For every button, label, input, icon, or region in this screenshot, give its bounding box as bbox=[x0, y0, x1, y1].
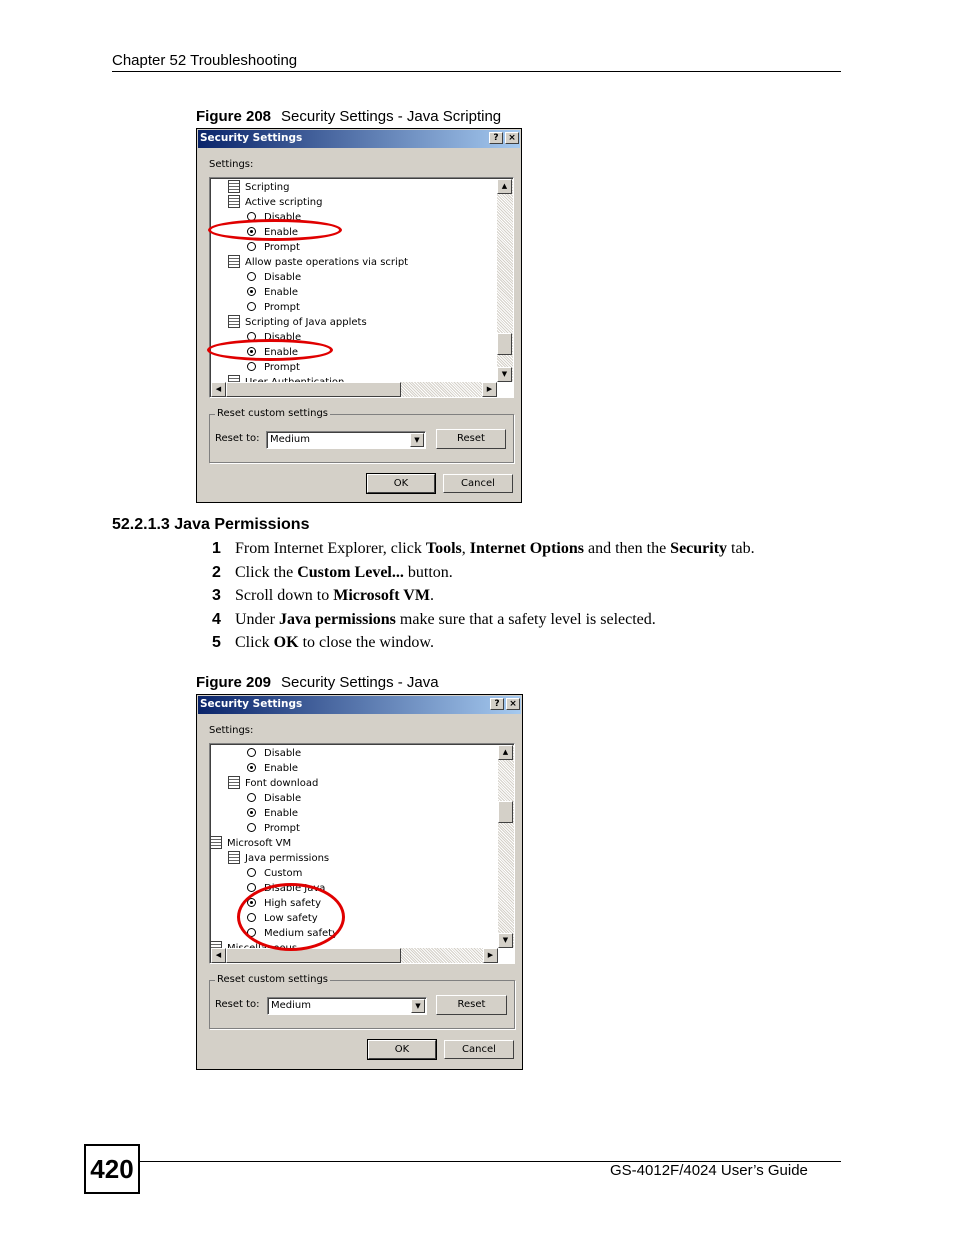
row-label: Enable bbox=[264, 808, 299, 819]
radio-unselected-icon bbox=[247, 868, 256, 877]
hscroll-thumb[interactable] bbox=[226, 382, 401, 397]
scroll-up-icon[interactable]: ▲ bbox=[497, 179, 512, 194]
help-icon[interactable]: ? bbox=[490, 698, 504, 710]
settings-group bbox=[228, 255, 408, 270]
settings-folder-icon bbox=[228, 195, 240, 208]
step-text-part: . bbox=[429, 587, 434, 604]
radio-option[interactable] bbox=[247, 285, 298, 300]
step-text bbox=[235, 611, 656, 629]
reset-level-select[interactable] bbox=[267, 997, 427, 1015]
row-label: Medium safety bbox=[264, 928, 339, 939]
cancel-button[interactable]: Cancel bbox=[444, 1040, 514, 1059]
radio-option[interactable] bbox=[247, 821, 300, 836]
row-label: Font download bbox=[245, 778, 319, 789]
reset-to-label: Reset to: bbox=[215, 433, 260, 444]
settings-folder-icon bbox=[228, 315, 240, 328]
help-icon[interactable]: ? bbox=[489, 132, 503, 144]
settings-folder-icon bbox=[228, 255, 240, 268]
row-label: Prompt bbox=[264, 362, 300, 373]
step-text-part: Click the bbox=[235, 564, 298, 581]
step-text-part: Under bbox=[235, 611, 279, 628]
radio-option[interactable] bbox=[247, 300, 300, 315]
scroll-thumb[interactable] bbox=[497, 333, 512, 355]
step-text-part: Scroll down to bbox=[235, 587, 334, 604]
scroll-left-icon[interactable]: ◀ bbox=[211, 382, 226, 397]
reset-custom-settings-group bbox=[209, 408, 514, 463]
figure-209-label: Figure 209 bbox=[196, 674, 272, 691]
guide-title: GS-4012F/4024 User’s Guide bbox=[610, 1162, 808, 1179]
step-number: 3 bbox=[212, 587, 221, 604]
row-label: Custom bbox=[264, 868, 303, 879]
row-label: Disable bbox=[264, 272, 302, 283]
close-icon[interactable]: × bbox=[505, 132, 519, 144]
radio-unselected-icon bbox=[247, 748, 256, 757]
step-emphasis: OK bbox=[273, 634, 299, 651]
row-label: Disable bbox=[264, 748, 302, 759]
security-settings-dialog-java-scripting bbox=[196, 128, 522, 503]
scroll-thumb[interactable] bbox=[498, 801, 513, 823]
step-number: 1 bbox=[212, 540, 221, 557]
settings-label: Settings: bbox=[209, 725, 254, 736]
row-label: Disable bbox=[264, 793, 302, 804]
settings-group bbox=[210, 836, 291, 851]
radio-unselected-icon bbox=[247, 242, 256, 251]
chapter-header: Chapter 52 Troubleshooting bbox=[112, 52, 298, 69]
ok-button[interactable]: OK bbox=[367, 474, 435, 493]
radio-option[interactable] bbox=[247, 761, 298, 776]
vertical-scrollbar[interactable] bbox=[497, 179, 513, 382]
vertical-scrollbar[interactable] bbox=[498, 745, 514, 948]
radio-selected-icon bbox=[247, 763, 256, 772]
reset-group-label: Reset custom settings bbox=[217, 974, 328, 985]
reset-to-label: Reset to: bbox=[215, 999, 260, 1010]
row-label: Active scripting bbox=[245, 197, 323, 208]
figure-208-label: Figure 208 bbox=[196, 108, 272, 125]
step-emphasis: Security bbox=[670, 540, 728, 557]
reset-level-select[interactable] bbox=[266, 431, 426, 449]
figure-209-title: Security Settings - Java bbox=[281, 674, 439, 691]
figure-208-title: Security Settings - Java Scripting bbox=[281, 108, 502, 125]
step-text-part: tab. bbox=[727, 540, 755, 557]
step-text-part: make sure that a safety level is selected. bbox=[395, 611, 656, 628]
reset-group-label: Reset custom settings bbox=[217, 408, 328, 419]
step-number: 4 bbox=[212, 611, 221, 628]
step-emphasis: Tools bbox=[425, 540, 462, 557]
radio-option[interactable] bbox=[247, 866, 302, 881]
reset-level-value: Medium bbox=[271, 1000, 311, 1011]
step-text bbox=[235, 564, 453, 582]
settings-label: Settings: bbox=[209, 159, 254, 170]
settings-group bbox=[228, 195, 322, 210]
reset-button[interactable]: Reset bbox=[436, 995, 507, 1015]
figure-209-caption bbox=[196, 674, 439, 691]
step-emphasis: Java permissions bbox=[278, 611, 396, 628]
radio-selected-icon bbox=[247, 808, 256, 817]
step-text bbox=[235, 587, 434, 605]
row-label: Prompt bbox=[264, 242, 300, 253]
highlight-ellipse-java-applets bbox=[207, 339, 333, 361]
scroll-down-icon[interactable]: ▼ bbox=[497, 367, 512, 382]
radio-unselected-icon bbox=[247, 793, 256, 802]
step-text-part: , bbox=[461, 540, 470, 557]
row-label: Scripting bbox=[245, 182, 290, 193]
radio-unselected-icon bbox=[247, 823, 256, 832]
dialog-title: Security Settings bbox=[200, 132, 303, 144]
settings-folder-icon bbox=[228, 180, 240, 193]
close-icon[interactable]: × bbox=[506, 698, 520, 710]
figure-208-caption bbox=[196, 108, 501, 125]
scroll-up-icon[interactable]: ▲ bbox=[498, 745, 513, 760]
row-label: Java permissions bbox=[245, 853, 330, 864]
reset-custom-settings-group bbox=[209, 974, 515, 1029]
step-number: 2 bbox=[212, 564, 221, 581]
row-label: Disable bbox=[264, 332, 302, 343]
horizontal-scrollbar[interactable] bbox=[211, 948, 498, 963]
chevron-down-icon[interactable]: ▼ bbox=[411, 999, 425, 1013]
row-label: Disable Java bbox=[264, 883, 326, 894]
row-label: Prompt bbox=[264, 823, 300, 834]
radio-option[interactable] bbox=[247, 270, 301, 285]
row-label: Scripting of Java applets bbox=[245, 317, 367, 328]
hscroll-thumb[interactable] bbox=[226, 948, 401, 963]
settings-folder-icon bbox=[228, 851, 240, 864]
row-label: Prompt bbox=[264, 302, 300, 313]
radio-selected-icon bbox=[247, 287, 256, 296]
dialog-title: Security Settings bbox=[200, 698, 303, 710]
radio-option[interactable] bbox=[247, 360, 300, 375]
step-number: 5 bbox=[212, 634, 221, 651]
scroll-right-icon[interactable]: ▶ bbox=[482, 382, 497, 397]
step-text-part: Click bbox=[235, 634, 274, 651]
row-label: Disable bbox=[264, 212, 302, 223]
step-text-part: to close the window. bbox=[298, 634, 434, 651]
row-label: Enable bbox=[264, 347, 299, 358]
chevron-down-icon[interactable]: ▼ bbox=[410, 433, 424, 447]
section-heading: 52.2.1.3 Java Permissions bbox=[112, 516, 310, 533]
radio-option[interactable] bbox=[247, 746, 301, 761]
row-label: Enable bbox=[264, 287, 299, 298]
settings-group bbox=[228, 180, 289, 195]
row-label: Allow paste operations via script bbox=[245, 257, 409, 268]
security-settings-dialog-java bbox=[196, 694, 523, 1070]
reset-button[interactable]: Reset bbox=[436, 429, 506, 449]
row-label: Enable bbox=[264, 763, 299, 774]
ok-button[interactable]: OK bbox=[368, 1040, 436, 1059]
radio-unselected-icon bbox=[247, 883, 256, 892]
step-text bbox=[235, 540, 755, 558]
settings-folder-icon bbox=[210, 836, 222, 849]
step-text-part: From Internet Explorer, click bbox=[235, 540, 426, 557]
step-text bbox=[235, 634, 434, 652]
settings-group bbox=[228, 851, 329, 866]
dialog-titlebar bbox=[198, 130, 520, 148]
step-text-part: button. bbox=[403, 564, 453, 581]
header-rule bbox=[112, 71, 841, 72]
cancel-button[interactable]: Cancel bbox=[443, 474, 513, 493]
scroll-down-icon[interactable]: ▼ bbox=[498, 933, 513, 948]
highlight-ellipse-java-permissions bbox=[237, 883, 345, 951]
row-label: Microsoft VM bbox=[227, 838, 292, 849]
radio-option[interactable] bbox=[247, 240, 300, 255]
scroll-left-icon[interactable]: ◀ bbox=[211, 948, 226, 963]
settings-folder-icon bbox=[228, 776, 240, 789]
settings-list[interactable] bbox=[209, 177, 514, 398]
settings-group bbox=[228, 776, 318, 791]
dialog-titlebar bbox=[198, 696, 521, 714]
radio-option[interactable] bbox=[247, 791, 301, 806]
step-emphasis: Microsoft VM bbox=[333, 587, 430, 604]
row-label: Enable bbox=[264, 227, 299, 238]
page-number: 420 bbox=[84, 1144, 140, 1194]
row-label: Low safety bbox=[264, 913, 318, 924]
radio-unselected-icon bbox=[247, 272, 256, 281]
step-emphasis: Internet Options bbox=[469, 540, 584, 557]
radio-option[interactable] bbox=[247, 806, 298, 821]
horizontal-scrollbar[interactable] bbox=[211, 382, 497, 397]
row-label: High safety bbox=[264, 898, 322, 909]
step-emphasis: Custom Level... bbox=[297, 564, 404, 581]
reset-level-value: Medium bbox=[270, 434, 310, 445]
radio-unselected-icon bbox=[247, 362, 256, 371]
scroll-right-icon[interactable]: ▶ bbox=[483, 948, 498, 963]
radio-unselected-icon bbox=[247, 302, 256, 311]
settings-group bbox=[228, 315, 367, 330]
highlight-ellipse-active-scripting bbox=[208, 219, 342, 241]
step-text-part: and then the bbox=[583, 540, 671, 557]
